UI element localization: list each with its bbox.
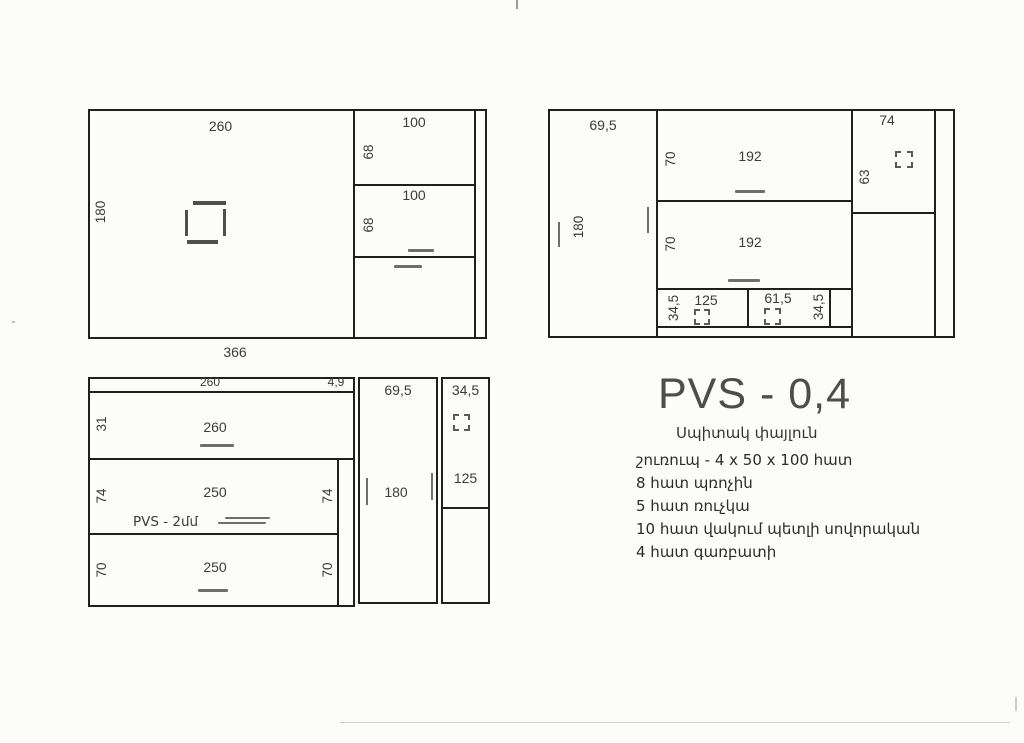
dim-label: 125 [694,292,718,308]
dim-label: 61,5 [764,290,792,306]
panel3-narrow-divider [441,507,490,509]
dim-label-rotated: 70 [662,236,678,252]
drawing-subtitle: Սպիտակ փայլուն [676,424,818,442]
panel1-shelf-line [353,184,474,186]
cutout-square-icon [895,151,913,168]
parts-list-item: 10 հատ վակում պետլի սովորական [636,520,921,538]
dim-label: 366 [223,344,247,360]
dim-label: 100 [402,187,426,203]
material-note: PVS - 2մմ [133,514,199,530]
panel1-outline [88,109,487,339]
cutout-square-icon [694,309,710,325]
pencil-mark [198,589,228,592]
drawing-title: PVS - 0,4 [658,370,852,418]
parts-list-item: 8 հատ պռոչին [636,474,753,492]
cutout-square-icon [764,308,781,325]
pencil-tick [431,473,433,500]
scan-artifact [12,321,15,323]
panel2-divider [851,109,853,338]
dim-label: 4,9 [327,375,345,389]
dim-label-rotated: 180 [570,215,586,239]
panel2-strip-divider [829,288,831,328]
dim-label: 100 [402,114,426,130]
dim-label-rotated: 180 [92,200,108,224]
panel2-divider [656,109,658,338]
panel2-edge-strip [934,109,936,338]
dim-label: 192 [738,148,762,164]
dim-label: 250 [203,484,227,500]
dim-label: 192 [738,234,762,250]
dim-label-rotated: 68 [360,217,376,233]
dim-label: 69,5 [384,382,412,398]
dim-label-rotated: 74 [319,488,335,504]
parts-list-item: 4 հատ գառբատի [636,543,777,561]
dim-label-rotated: 34,5 [665,294,681,322]
panel1-shelf-line [353,256,474,258]
bracket-square-icon [183,198,227,246]
pencil-mark [200,444,234,447]
pencil-tick [647,207,649,233]
panel3-strip-line [88,391,355,393]
dim-label: 125 [453,470,478,486]
parts-list-item: շուռուպ - 4 x 50 x 100 հատ [636,451,853,469]
dim-label-rotated: 63 [856,169,872,185]
panel2-right-divider [851,212,934,214]
scan-artifact [516,0,518,9]
cutout-square-icon [453,414,470,431]
dim-label: 34,5 [451,382,480,398]
pencil-mark [394,265,422,268]
panel1-edge-strip [474,109,476,339]
dim-label: 260 [208,118,233,134]
dim-label: 260 [203,419,227,435]
pencil-tick [366,478,368,505]
panel2-strip-bottom-line [656,326,851,328]
dim-label-rotated: 31 [93,416,109,432]
pencil-mark [735,190,765,193]
dim-label: 260 [199,375,221,389]
pencil-tick [558,222,560,247]
pencil-mark [728,279,760,282]
panel1-divider [353,109,355,339]
pencil-mark [225,517,270,519]
parts-list-item: 5 հատ ռուչկա [636,497,750,515]
parts-list [636,449,920,564]
pencil-mark [218,522,266,524]
panel3-shelf-line [88,458,355,460]
dim-label-rotated: 70 [319,562,335,578]
dim-label-rotated: 74 [93,488,109,504]
scan-artifact [1015,697,1017,711]
dim-label-rotated: 70 [662,151,678,167]
dim-label-rotated: 70 [93,562,109,578]
panel3-narrow-column [441,377,490,604]
scan-artifact [340,722,1010,723]
dim-label: 74 [879,112,895,128]
dim-label: 250 [203,559,227,575]
dim-label: 69,5 [589,117,617,133]
panel3-inner-strip [337,458,339,605]
dim-label-rotated: 34,5 [810,293,826,321]
dim-label: 180 [384,484,408,500]
panel3-shelf-line [88,533,339,535]
pencil-mark [408,249,434,252]
panel2-shelf-line [656,200,851,202]
dim-label-rotated: 68 [360,144,376,160]
